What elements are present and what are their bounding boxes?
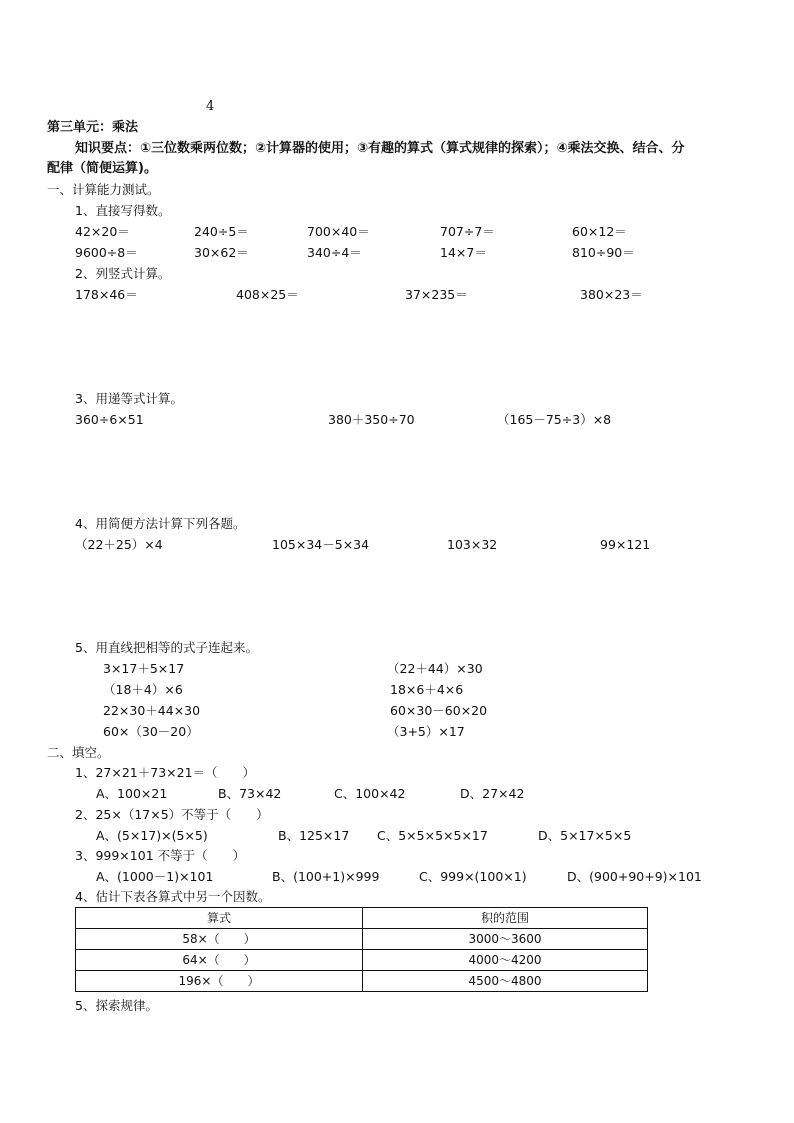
fill-q5-title: 5、探索规律。 bbox=[75, 998, 158, 1013]
oral-item: 240÷5＝ bbox=[194, 224, 249, 239]
fill-q4-title: 4、估计下表各算式中另一个因数。 bbox=[75, 889, 271, 904]
table-row bbox=[76, 950, 648, 971]
fill-q3-option: A、(1000－1)×101 bbox=[96, 869, 214, 884]
fill-q1-option: C、100×42 bbox=[334, 786, 406, 801]
fill-q1-option: D、27×42 bbox=[460, 786, 525, 801]
q1-title: 1、直接写得数。 bbox=[75, 203, 171, 218]
fill-q3-option: C、999×(100×1) bbox=[419, 869, 527, 884]
stepwise-item: （165－75÷3）×8 bbox=[497, 412, 612, 427]
table-cell: 196×（ ） bbox=[76, 971, 363, 992]
table-cell: 4500～4800 bbox=[363, 971, 648, 992]
knowledge-points-line1: 知识要点：①三位数乘两位数；②计算器的使用；③有趣的算式（算式规律的探索）；④乘法交换、结合、分 bbox=[75, 141, 685, 156]
fill-q3-option: D、(900+90+9)×101 bbox=[567, 869, 702, 884]
fill-q1-option: A、100×21 bbox=[96, 786, 168, 801]
oral-item: 30×62＝ bbox=[194, 245, 249, 260]
oral-item: 9600÷8＝ bbox=[75, 245, 138, 260]
fill-q2-stem: 2、25×（17×5）不等于（ ） bbox=[75, 807, 269, 822]
q5-title: 5、用直线把相等的式子连起来。 bbox=[75, 640, 258, 655]
fill-q3-option: B、(100+1)×999 bbox=[272, 869, 380, 884]
fill-q1-stem: 1、27×21＋73×21＝（ ） bbox=[75, 765, 256, 780]
oral-item: 340÷4＝ bbox=[307, 245, 362, 260]
q2-title: 2、列竖式计算。 bbox=[75, 266, 171, 281]
section1-title: 一、计算能力测试。 bbox=[47, 182, 160, 197]
table-row bbox=[76, 971, 648, 992]
match-right-item: （3+5）×17 bbox=[387, 724, 465, 739]
table-row bbox=[76, 929, 648, 950]
knowledge-points-line2: 配律（简便运算)。 bbox=[47, 161, 157, 176]
table-header-row bbox=[76, 908, 648, 929]
simplify-item: （22＋25）×4 bbox=[75, 537, 163, 552]
simplify-item: 105×34－5×34 bbox=[272, 537, 370, 552]
estimate-table bbox=[75, 907, 648, 992]
oral-item: 700×40＝ bbox=[307, 224, 370, 239]
vertical-item: 37×235＝ bbox=[405, 287, 468, 302]
match-right-item: 18×6＋4×6 bbox=[390, 682, 464, 697]
vertical-item: 178×46＝ bbox=[75, 287, 138, 302]
match-left-item: 22×30＋44×30 bbox=[103, 703, 201, 718]
q4-title: 4、用简便方法计算下列各题。 bbox=[75, 516, 246, 531]
fill-q2-option: D、5×17×5×5 bbox=[538, 828, 632, 843]
fill-q2-option: A、(5×17)×(5×5) bbox=[96, 828, 208, 843]
fill-q2-option: B、125×17 bbox=[278, 828, 350, 843]
table-header-cell: 积的范围 bbox=[363, 908, 648, 929]
simplify-item: 103×32 bbox=[447, 537, 498, 552]
vertical-item: 380×23＝ bbox=[580, 287, 643, 302]
table-cell: 4000～4200 bbox=[363, 950, 648, 971]
match-right-item: 60×30－60×20 bbox=[390, 703, 488, 718]
fill-q2-option: C、5×5×5×5×17 bbox=[377, 828, 488, 843]
q3-title: 3、用递等式计算。 bbox=[75, 391, 183, 406]
table-cell: 3000～3600 bbox=[363, 929, 648, 950]
page-number: 4 bbox=[206, 99, 215, 114]
simplify-item: 99×121 bbox=[600, 537, 651, 552]
stepwise-item: 360÷6×51 bbox=[75, 412, 144, 427]
section2-title: 二、填空。 bbox=[47, 745, 110, 760]
table-cell: 64×（ ） bbox=[76, 950, 363, 971]
vertical-item: 408×25＝ bbox=[236, 287, 299, 302]
match-right-item: （22＋44）×30 bbox=[387, 661, 483, 676]
oral-item: 14×7＝ bbox=[440, 245, 487, 260]
oral-item: 707÷7＝ bbox=[440, 224, 495, 239]
unit-title: 第三单元：乘法 bbox=[47, 120, 139, 135]
match-left-item: 3×17＋5×17 bbox=[103, 661, 185, 676]
fill-q3-stem: 3、999×101 不等于（ ） bbox=[75, 848, 246, 863]
match-left-item: （18＋4）×6 bbox=[103, 682, 183, 697]
stepwise-item: 380＋350÷70 bbox=[328, 412, 415, 427]
table-cell: 58×（ ） bbox=[76, 929, 363, 950]
oral-item: 60×12＝ bbox=[572, 224, 627, 239]
fill-q1-option: B、73×42 bbox=[218, 786, 282, 801]
oral-item: 42×20＝ bbox=[75, 224, 130, 239]
match-left-item: 60×（30－20） bbox=[103, 724, 199, 739]
oral-item: 810÷90＝ bbox=[572, 245, 635, 260]
table-header-cell: 算式 bbox=[76, 908, 363, 929]
